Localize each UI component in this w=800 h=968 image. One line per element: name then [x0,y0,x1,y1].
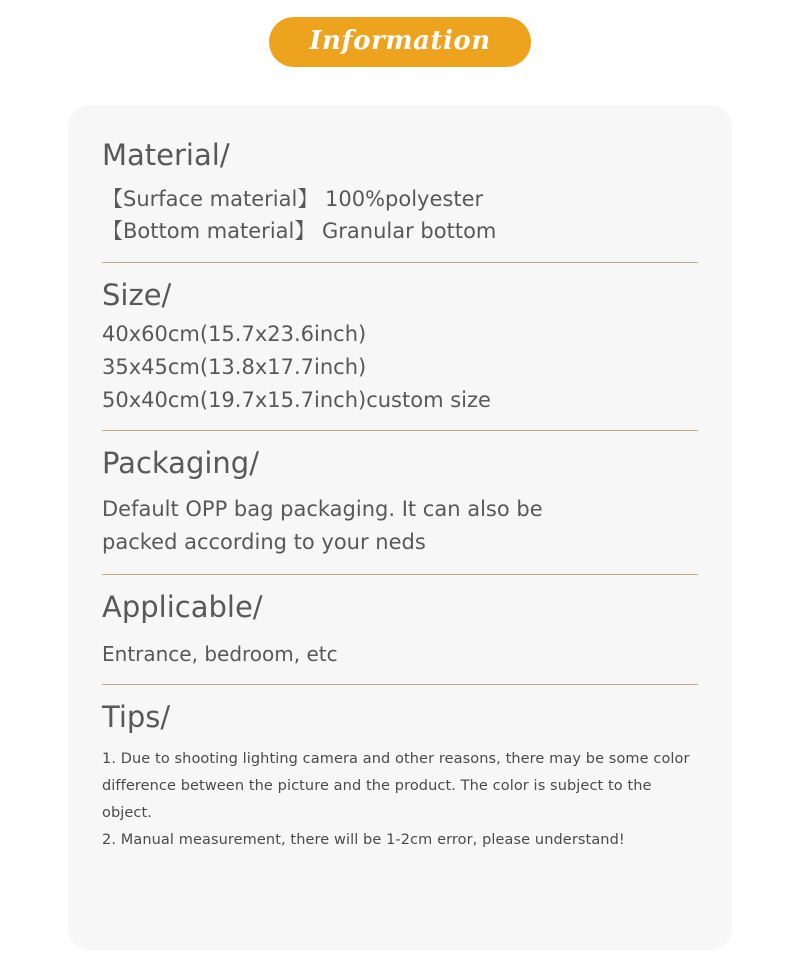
section-body-material [102,183,698,248]
section-packaging [102,445,698,560]
section-title-applicable: Applicable/ [102,589,263,624]
section-body-tips [102,746,698,853]
tips-line: 2. Manual measurement, there will be 1-2cm error, please understand! [102,831,625,848]
section-title-size: Size/ [102,277,172,312]
section-size [102,277,698,416]
section-title-tips: Tips/ [102,699,171,734]
section-title-packaging: Packaging/ [102,446,259,481]
text-line: Entrance, bedroom, etc [102,641,338,666]
section-tips [102,699,698,854]
section-material [102,137,698,248]
text-line: 40x60cm(15.7x23.6inch) [102,322,367,347]
section-applicable [102,589,698,670]
section-title-material: Material/ [102,138,230,172]
section-body-packaging [102,493,698,560]
text-line: 35x45cm(13.8x17.7inch) [102,355,367,380]
text-line: 【Surface material】 100%polyester [102,186,484,211]
tips-line: 1. Due to shooting lighting camera and other reasons, there may be some color [102,751,690,768]
information-card [68,105,732,950]
text-line: Default OPP bag packaging. It can also be [102,496,543,521]
section-body-applicable [102,639,698,670]
page-title: Information [269,17,530,67]
text-line: 50x40cm(19.7x15.7inch)custom size [102,387,491,412]
divider [102,574,698,575]
section-body-size [102,318,698,416]
text-line: 【Bottom material】 Granular bottom [102,219,497,244]
text-line: packed according to your neds [102,530,426,555]
divider [102,684,698,685]
header [0,0,800,67]
divider [102,262,698,263]
divider [102,430,698,431]
tips-line: difference between the picture and the product. The color is subject to the object. [102,778,652,821]
